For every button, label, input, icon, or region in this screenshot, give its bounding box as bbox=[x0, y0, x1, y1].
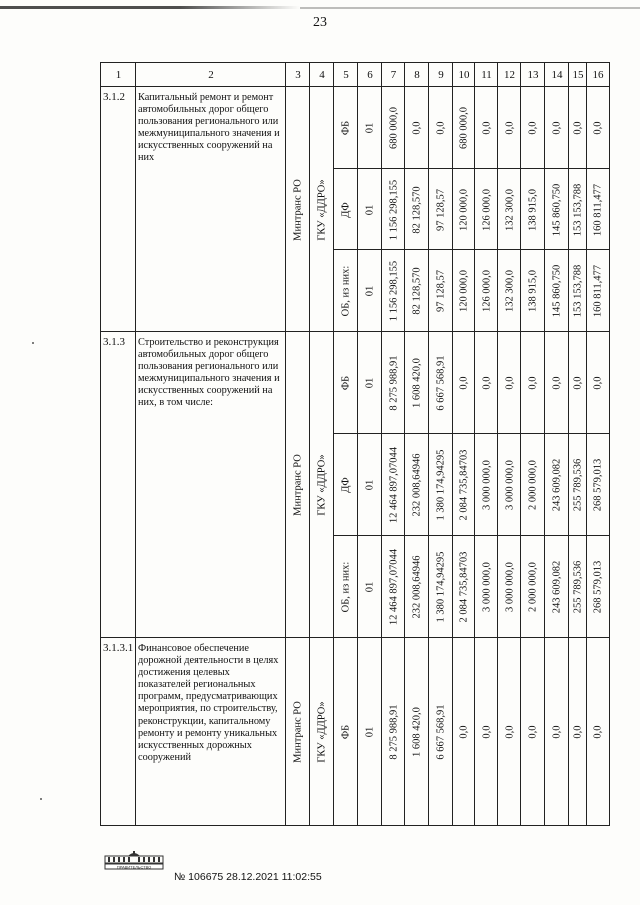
column-number: 12 bbox=[504, 69, 515, 81]
column-number: 10 bbox=[458, 69, 470, 81]
column-number: 14 bbox=[551, 69, 563, 81]
amount-cell: 3 000 000,0 bbox=[504, 562, 515, 612]
amount-cell: 160 811,477 bbox=[592, 265, 604, 318]
block-rule bbox=[334, 249, 609, 250]
funding-source: ДФ bbox=[340, 477, 352, 493]
amount-cell: 232 008,64946 bbox=[411, 453, 423, 517]
budget-code: 01 bbox=[364, 122, 376, 134]
column-rule bbox=[474, 63, 475, 825]
funding-source: ФБ bbox=[340, 724, 352, 739]
amount-cell: 255 789,536 bbox=[572, 560, 584, 614]
amount-cell: 2 084 735,84703 bbox=[458, 551, 470, 623]
amount-cell: 12 464 897,07044 bbox=[388, 548, 399, 626]
amount-cell: 8 275 988,91 bbox=[388, 703, 399, 760]
amount-cell: 6 667 568,91 bbox=[435, 703, 447, 760]
seal-caption: ПРАВИТЕЛЬСТВО bbox=[116, 864, 152, 870]
column-rule bbox=[428, 63, 429, 825]
column-rule bbox=[452, 63, 453, 825]
column-number: 16 bbox=[592, 69, 604, 81]
row-code: 3.1.3.1 bbox=[103, 642, 134, 654]
amount-cell: 0,0 bbox=[592, 121, 604, 135]
column-rule bbox=[544, 63, 545, 825]
amount-cell: 680 000,0 bbox=[388, 106, 399, 149]
amount-cell: 0,0 bbox=[572, 724, 584, 739]
amount-cell: 1 608 420,0 bbox=[411, 706, 423, 757]
amount-cell: 0,0 bbox=[592, 376, 604, 390]
responsible-body: Минтранс РО bbox=[292, 178, 304, 241]
amount-cell: 268 579,013 bbox=[592, 560, 604, 614]
amount-cell: 132 300,0 bbox=[504, 270, 515, 313]
executor: ГКУ «ДДРО» bbox=[316, 700, 328, 763]
amount-cell: 126 000,0 bbox=[481, 188, 492, 231]
amount-cell: 12 464 897,07044 bbox=[388, 446, 399, 524]
column-number: 2 bbox=[208, 69, 214, 81]
row-description: Капитальный ремонт и ремонт автомобильных дорог общего пользования регионального или межмуниципального значения и искусственных сооружений на них bbox=[138, 92, 280, 164]
document-datetime: 28.12.2021 11:02:55 bbox=[226, 871, 322, 883]
column-rule bbox=[586, 63, 587, 825]
budget-code: 01 bbox=[364, 377, 376, 389]
column-number: 9 bbox=[438, 69, 444, 81]
column-number: 8 bbox=[414, 69, 420, 81]
amount-cell: 153 153,788 bbox=[572, 264, 584, 318]
column-number: 7 bbox=[390, 69, 397, 81]
column-rule bbox=[520, 63, 521, 825]
amount-cell: 255 789,536 bbox=[572, 458, 584, 512]
amount-cell: 145 860,750 bbox=[551, 264, 563, 318]
row-rule bbox=[101, 637, 609, 638]
document-stamp bbox=[174, 871, 322, 883]
responsible-body: Минтранс РО bbox=[292, 454, 304, 516]
document-number: № 106675 bbox=[174, 871, 224, 883]
column-number: 5 bbox=[343, 69, 349, 81]
responsible-body: Минтранс РО bbox=[292, 700, 304, 763]
column-number: 4 bbox=[319, 69, 325, 81]
amount-cell: 97 128,57 bbox=[435, 270, 447, 313]
amount-cell: 1 156 298,155 bbox=[388, 179, 399, 240]
amount-cell: 1 608 420,0 bbox=[411, 358, 423, 408]
budget-code: 01 bbox=[364, 204, 376, 215]
budget-table bbox=[100, 62, 610, 826]
amount-cell: 0,0 bbox=[527, 724, 539, 739]
amount-cell: 2 084 735,84703 bbox=[458, 449, 470, 521]
amount-cell: 3 000 000,0 bbox=[504, 460, 515, 510]
amount-cell: 138 915,0 bbox=[527, 188, 539, 231]
column-rule bbox=[285, 63, 286, 825]
amount-cell: 97 128,57 bbox=[435, 188, 447, 231]
amount-cell: 120 000,0 bbox=[458, 188, 470, 231]
column-number: 15 bbox=[572, 69, 584, 81]
budget-code: 01 bbox=[364, 285, 376, 297]
amount-cell: 0,0 bbox=[551, 724, 563, 739]
budget-code: 01 bbox=[364, 479, 376, 491]
amount-cell: 2 000 000,0 bbox=[527, 460, 539, 510]
amount-cell: 3 000 000,0 bbox=[481, 562, 492, 612]
column-rule bbox=[357, 63, 358, 825]
amount-cell: 680 000,0 bbox=[458, 106, 470, 149]
row-description: Строительство и реконструкция автомобильных дорог общего пользования регионального или межмуниципального значения и искусственных сооружений на них, в том числе: bbox=[138, 337, 280, 409]
amount-cell: 120 000,0 bbox=[458, 270, 470, 313]
amount-cell: 232 008,64946 bbox=[411, 555, 423, 619]
page-number: 23 bbox=[313, 15, 327, 30]
budget-code: 01 bbox=[364, 581, 376, 593]
amount-cell: 126 000,0 bbox=[481, 270, 492, 313]
column-rule bbox=[333, 63, 334, 825]
column-number: 11 bbox=[481, 69, 492, 81]
executor: ГКУ «ДДРО» bbox=[316, 454, 328, 516]
column-rule bbox=[497, 63, 498, 825]
block-rule bbox=[334, 535, 609, 536]
amount-cell: 0,0 bbox=[551, 121, 563, 135]
row-rule bbox=[101, 331, 609, 332]
scan-speck bbox=[40, 798, 42, 800]
amount-cell: 0,0 bbox=[411, 121, 423, 135]
amount-cell: 138 915,0 bbox=[527, 270, 539, 313]
column-number: 3 bbox=[295, 69, 301, 81]
funding-source: ОБ, из них: bbox=[340, 561, 352, 613]
amount-cell: 0,0 bbox=[504, 724, 515, 739]
funding-source: ДФ bbox=[340, 201, 352, 218]
amount-cell: 160 811,477 bbox=[592, 183, 604, 236]
scan-speck bbox=[32, 342, 34, 344]
amount-cell: 0,0 bbox=[481, 121, 492, 135]
column-rule bbox=[309, 63, 310, 825]
column-number: 6 bbox=[367, 69, 373, 81]
amount-cell: 145 860,750 bbox=[551, 183, 563, 236]
block-rule bbox=[334, 168, 609, 169]
block-rule bbox=[334, 433, 609, 434]
column-rule bbox=[404, 63, 405, 825]
amount-cell: 1 156 298,155 bbox=[388, 260, 399, 322]
amount-cell: 82 128,570 bbox=[411, 185, 423, 234]
amount-cell: 132 300,0 bbox=[504, 188, 515, 231]
amount-cell: 0,0 bbox=[435, 121, 447, 135]
funding-source: ФБ bbox=[340, 120, 352, 135]
amount-cell: 153 153,788 bbox=[572, 183, 584, 236]
amount-cell: 0,0 bbox=[504, 121, 515, 135]
amount-cell: 2 000 000,0 bbox=[527, 562, 539, 612]
amount-cell: 3 000 000,0 bbox=[481, 460, 492, 510]
amount-cell: 1 380 174,94295 bbox=[435, 449, 447, 521]
column-rule bbox=[135, 63, 136, 825]
amount-cell: 82 128,570 bbox=[411, 267, 423, 315]
amount-cell: 0,0 bbox=[481, 376, 492, 390]
column-rule bbox=[381, 63, 382, 825]
amount-cell: 243 609,082 bbox=[551, 560, 563, 614]
amount-cell: 243 609,082 bbox=[551, 458, 563, 512]
amount-cell: 0,0 bbox=[551, 376, 563, 390]
scan-edge-line bbox=[300, 7, 640, 9]
amount-cell: 6 667 568,91 bbox=[435, 355, 447, 411]
amount-cell: 0,0 bbox=[527, 121, 539, 135]
funding-source: ОБ, из них: bbox=[340, 265, 352, 317]
amount-cell: 0,0 bbox=[504, 376, 515, 390]
amount-cell: 0,0 bbox=[527, 376, 539, 390]
amount-cell: 0,0 bbox=[458, 376, 470, 390]
amount-cell: 0,0 bbox=[572, 376, 584, 390]
amount-cell: 1 380 174,94295 bbox=[435, 551, 447, 623]
row-code: 3.1.3 bbox=[103, 336, 125, 348]
row-description: Финансовое обеспечение дорожной деятельности в целях достижения целевых показателей региональных программ, предусматривающих мероприятия, по строительству, реконструкции, капитальному ремонту и ремонту уникальных искусственных дорожных сооружений bbox=[138, 643, 279, 763]
row-code: 3.1.2 bbox=[103, 91, 125, 103]
amount-cell: 0,0 bbox=[592, 724, 604, 739]
scan-edge-line bbox=[0, 6, 300, 9]
amount-cell: 268 579,013 bbox=[592, 458, 604, 512]
column-number: 1 bbox=[115, 69, 122, 81]
executor: ГКУ «ДДРО» bbox=[316, 178, 328, 241]
amount-cell: 0,0 bbox=[458, 724, 470, 739]
budget-code: 01 bbox=[364, 726, 376, 737]
column-rule bbox=[568, 63, 569, 825]
funding-source: ФБ bbox=[340, 375, 352, 391]
amount-cell: 8 275 988,91 bbox=[388, 355, 399, 411]
government-seal-icon bbox=[103, 850, 165, 870]
amount-cell: 0,0 bbox=[481, 724, 492, 739]
column-number: 13 bbox=[527, 69, 539, 81]
amount-cell: 0,0 bbox=[572, 121, 584, 135]
